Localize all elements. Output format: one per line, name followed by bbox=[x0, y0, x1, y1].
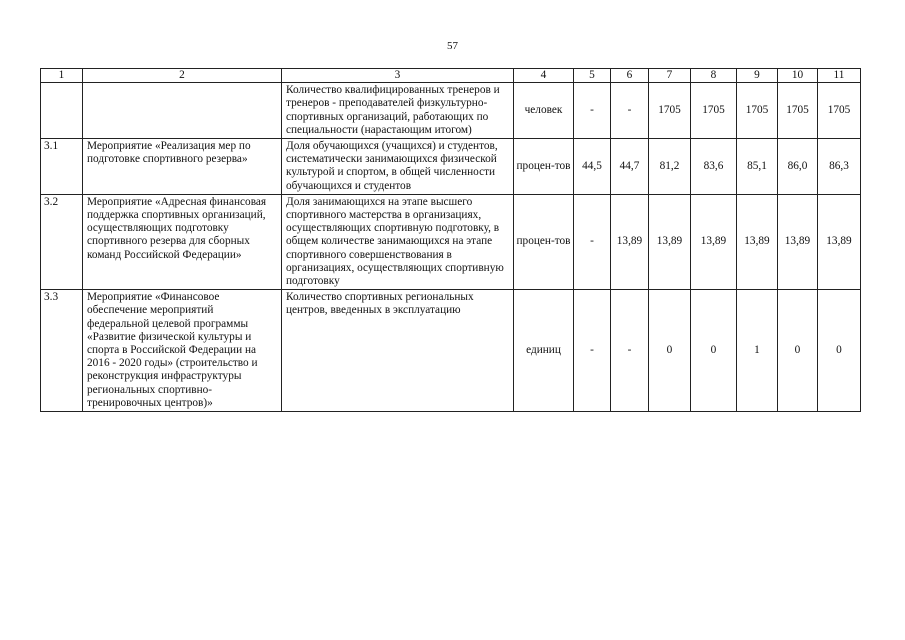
value-cell: 0 bbox=[649, 290, 691, 412]
value-cell: - bbox=[574, 83, 611, 139]
value-cell: 0 bbox=[691, 290, 737, 412]
value-cell: 1705 bbox=[778, 83, 818, 139]
header-cell: 8 bbox=[691, 69, 737, 83]
value-cell: 86,3 bbox=[818, 139, 861, 195]
header-cell: 6 bbox=[611, 69, 649, 83]
header-cell: 9 bbox=[737, 69, 778, 83]
value-cell: 44,7 bbox=[611, 139, 649, 195]
header-cell: 10 bbox=[778, 69, 818, 83]
value-cell: 1705 bbox=[691, 83, 737, 139]
indicator-cell: Количество квалифицированных тренеров и тренеров - преподавателей физкультурно-спортивных организаций, работающих по специальности (нарастающим итогом) bbox=[282, 83, 514, 139]
unit-cell: процен-тов bbox=[514, 194, 574, 289]
header-cell: 2 bbox=[83, 69, 282, 83]
indicator-cell: Доля занимающихся на этапе высшего спортивного мастерства в организациях, осуществляющих спортивную подготовку, в общем количестве занимающихся на этапе спортивного совершенствования в организациях, осуществляющих спортивную подготовку bbox=[282, 194, 514, 289]
value-cell: 13,89 bbox=[649, 194, 691, 289]
table-header-row bbox=[41, 69, 861, 83]
value-cell: 1 bbox=[737, 290, 778, 412]
indicator-cell: Количество спортивных региональных центров, введенных в эксплуатацию bbox=[282, 290, 514, 412]
header-cell: 3 bbox=[282, 69, 514, 83]
unit-cell: процен-тов bbox=[514, 139, 574, 195]
event-cell: Мероприятие «Реализация мер по подготовке спортивного резерва» bbox=[83, 139, 282, 195]
value-cell: 1705 bbox=[818, 83, 861, 139]
row-number: 3.1 bbox=[41, 139, 83, 195]
header-cell: 4 bbox=[514, 69, 574, 83]
table-row bbox=[41, 83, 861, 139]
value-cell: - bbox=[611, 290, 649, 412]
value-cell: 0 bbox=[778, 290, 818, 412]
value-cell: 13,89 bbox=[778, 194, 818, 289]
value-cell: 44,5 bbox=[574, 139, 611, 195]
indicator-cell: Доля обучающихся (учащихся) и студентов, систематически занимающихся физической культурой и спортом, в общей численности обучающихся и студентов bbox=[282, 139, 514, 195]
row-number bbox=[41, 83, 83, 139]
event-cell: Мероприятие «Адресная финансовая поддержка спортивных организаций, осуществляющих подготовку спортивного резерва для сборных команд Российской Федерации» bbox=[83, 194, 282, 289]
value-cell: - bbox=[574, 194, 611, 289]
value-cell: 0 bbox=[818, 290, 861, 412]
table-row bbox=[41, 194, 861, 289]
program-indicators-table bbox=[40, 68, 861, 412]
value-cell: - bbox=[611, 83, 649, 139]
value-cell: - bbox=[574, 290, 611, 412]
header-cell: 11 bbox=[818, 69, 861, 83]
value-cell: 13,89 bbox=[691, 194, 737, 289]
header-cell: 5 bbox=[574, 69, 611, 83]
value-cell: 13,89 bbox=[611, 194, 649, 289]
value-cell: 13,89 bbox=[818, 194, 861, 289]
table-row bbox=[41, 139, 861, 195]
event-cell bbox=[83, 83, 282, 139]
header-cell: 1 bbox=[41, 69, 83, 83]
value-cell: 13,89 bbox=[737, 194, 778, 289]
value-cell: 1705 bbox=[649, 83, 691, 139]
header-cell: 7 bbox=[649, 69, 691, 83]
unit-cell: человек bbox=[514, 83, 574, 139]
event-cell: Мероприятие «Финансовое обеспечение мероприятий федеральной целевой программы «Развитие физической культуры и спорта в Российской Федерации на 2016 - 2020 годы» (строительство и реконструкция инфраструктуры региональных спортивно-тренировочных центров)» bbox=[83, 290, 282, 412]
value-cell: 83,6 bbox=[691, 139, 737, 195]
value-cell: 85,1 bbox=[737, 139, 778, 195]
value-cell: 86,0 bbox=[778, 139, 818, 195]
page-number: 57 bbox=[447, 40, 458, 52]
row-number: 3.3 bbox=[41, 290, 83, 412]
unit-cell: единиц bbox=[514, 290, 574, 412]
row-number: 3.2 bbox=[41, 194, 83, 289]
table-row bbox=[41, 290, 861, 412]
value-cell: 1705 bbox=[737, 83, 778, 139]
value-cell: 81,2 bbox=[649, 139, 691, 195]
